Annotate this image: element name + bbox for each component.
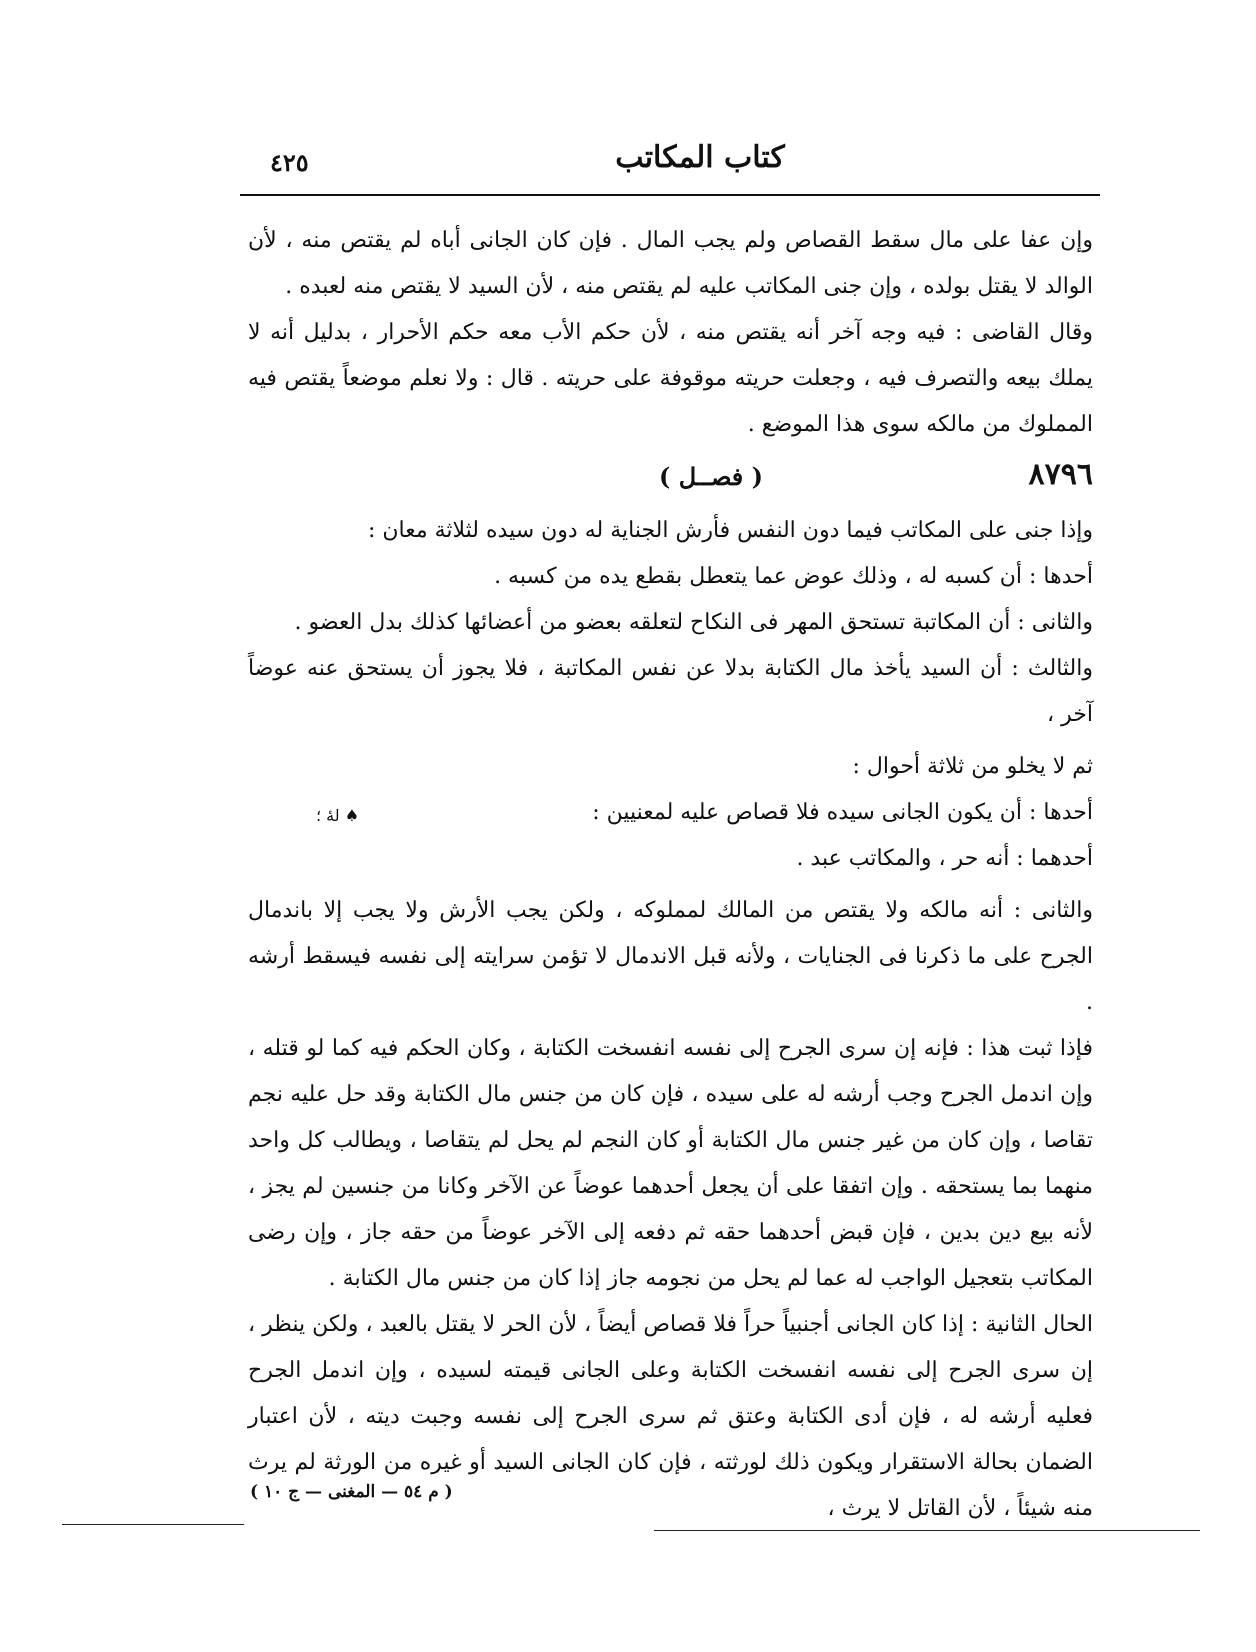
paragraph: فإذا ثبت هذا : فإنه إن سرى الجرح إلى نفسه انفسخت الكتابة ، وكان الحكم فيه كما لو قتله ، وإن اندمل الجرح وجب أرشه له على سيده ، فإن كان من جنس مال الكتابة وقد حل عليه نجم تقاصا ، وإن كان من غير جنس مال الكتابة أو كان النجم لم يحل لم يتقاصا ، ويطالب كل واحد منهما بما يستحقه . وإن اتفقا على أن يجعل أحدهما عوضاً عن الآخر وكانا من جنسين لم يجز ، لأنه بيع دين بدين ، فإن قبض أحدهما حقه ثم دفعه إلى الآخر عوضاً من حقه جاز ، وإن رضى المكاتب بتعجيل الواجب له عما لم يحل من نجومه جاز إذا كان من جنس مال الكتابة . xyxy=(248,1036,1093,1291)
paragraph: والثانى : أنه مالكه ولا يقتص من المالك لمملوكه ، ولكن يجب الأرش ولا يجب إلا باندمال الجرح على ما ذكرنا فى الجنايات ، ولأنه قبل الاندمال لا تؤمن سرايته إلى نفسه فيسقط أرشه . xyxy=(248,898,1093,1015)
footer-signature: ( م ٥٤ — المغنى — ج ١٠ ) xyxy=(250,1482,453,1502)
section-heading xyxy=(248,452,1093,506)
paragraph: والثانى : أن المكاتبة تستحق المهر فى النكاح لتعلقه بعضو من أعضائها كذلك بدل العضو . xyxy=(294,610,1093,635)
paragraph: وقال القاضى : فيه وجه آخر أنه يقتص منه ، لأن حكم الأب معه حكم الأحرار ، بدليل أنه لا يملك بيعه والتصرف فيه ، وجعلت حريته موقوفة على حريته . قال : ولا نعلم موضعاً يقتص فيه المملوك من مالكه سوى هذا الموضع . xyxy=(248,320,1093,437)
paragraph: أحدهما : أنه حر ، والمكاتب عبد . xyxy=(796,846,1093,871)
page-body xyxy=(248,218,1093,1532)
paragraph: وإن عفا على مال سقط القصاص ولم يجب المال . فإن كان الجانى أباه لم يقتص منه ، لأن الوالد لا يقتل بولده ، وإن جنى المكاتب عليه لم يقتص منه ، لأن السيد لا يقتص منه لعبده . xyxy=(248,228,1093,299)
page-header xyxy=(240,140,1100,190)
margin-marks: لهٔ ؛ ♠ xyxy=(316,806,360,825)
page-number: ٤٢٥ xyxy=(270,148,309,177)
paragraph: أحدها : أن يكون الجانى سيده فلا قصاص عليه لمعنيين : xyxy=(592,800,1093,825)
running-title: كتاب المكاتب xyxy=(615,140,785,175)
header-rule xyxy=(240,194,1100,196)
paragraph: وإذا جنى على المكاتب فيما دون النفس فأرش الجناية له دون سيده لثلاثة معان : xyxy=(367,518,1093,543)
bottom-rule-left xyxy=(62,1524,244,1525)
paragraph: والثالث : أن السيد يأخذ مال الكتابة بدلا عن نفس المكاتبة ، فلا يجوز أن يستحق عنه عوضاً آخر ، xyxy=(248,656,1093,727)
paragraph: ثم لا يخلو من ثلاثة أحوال : xyxy=(852,754,1093,779)
section-number: ٨٧٩٦ xyxy=(1028,457,1093,492)
paragraph: أحدها : أن كسبه له ، وذلك عوض عما يتعطل بقطع يده من كسبه . xyxy=(494,564,1093,589)
bottom-rule-right xyxy=(654,1530,1200,1531)
paragraph: الحال الثانية : إذا كان الجانى أجنبياً حراً فلا قصاص أيضاً ، لأن الحر لا يقتل بالعبد ، ولكن ينظر ، إن سرى الجرح إلى نفسه انفسخت الكتابة وعلى الجانى قيمته لسيده ، وإن اندمل الجرح فعليه أرشه له ، فإن أدى الكتابة وعتق ثم سرى الجرح إلى نفسه وجبت ديته ، لأن اعتبار الضمان بحالة الاستقرار ويكون ذلك لورثته ، فإن كان الجانى السيد أو غيره من الورثة لم يرث منه شيئاً ، لأن القاتل لا يرث ، xyxy=(248,1312,1093,1521)
section-title: ( فصــل ) xyxy=(659,462,763,491)
